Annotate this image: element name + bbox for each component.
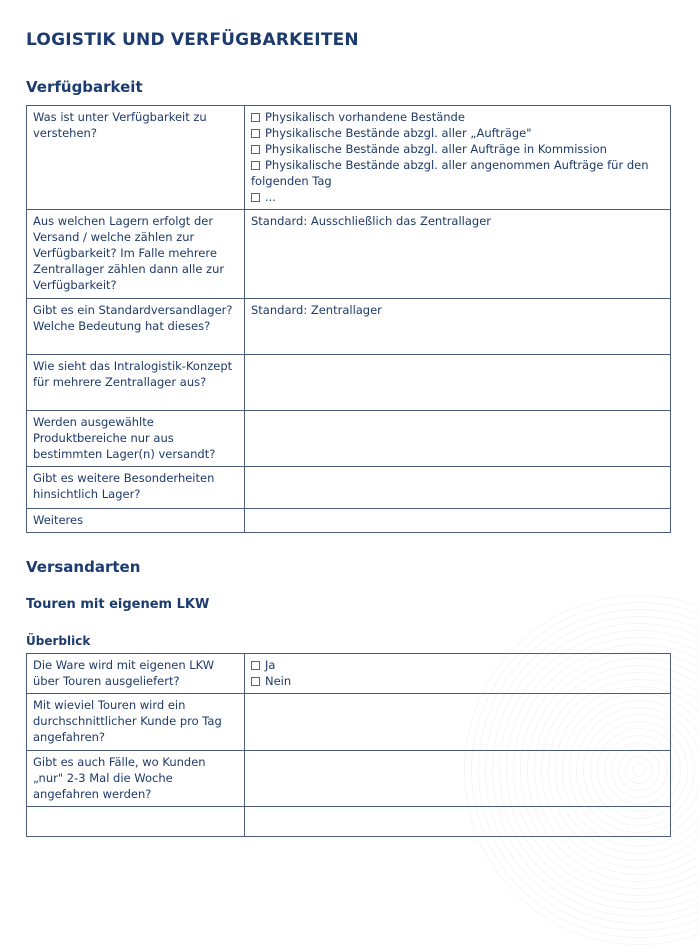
question-cell: Gibt es ein Standardversandlager? Welche Bedeutung hat dieses? [27, 299, 245, 355]
option-item[interactable]: Physikalische Bestände abzgl. aller Aufträge in Kommission [251, 141, 664, 157]
option-item[interactable]: ... [251, 189, 664, 205]
table-row [27, 654, 671, 694]
table-row [27, 467, 671, 509]
subsection-heading-touren: Touren mit eigenem LKW [26, 597, 210, 612]
table-row [27, 106, 671, 210]
table-row [27, 411, 671, 467]
question-cell: Mit wieviel Touren wird ein durchschnittlicher Kunde pro Tag angefahren? [27, 694, 245, 751]
answer-cell [245, 106, 671, 210]
table-row [27, 807, 671, 837]
table-row [27, 694, 671, 751]
answer-cell[interactable]: Standard: Zentrallager [245, 299, 671, 355]
section-heading-verfuegbarkeit: Verfügbarkeit [26, 78, 143, 96]
answer-cell[interactable] [245, 807, 671, 837]
question-cell: Weiteres [27, 509, 245, 533]
checkbox-icon[interactable] [251, 661, 260, 670]
checkbox-icon[interactable] [251, 193, 260, 202]
page-title: LOGISTIK UND VERFÜGBARKEITEN [26, 30, 359, 50]
question-cell: Gibt es auch Fälle, wo Kunden „nur" 2-3 Mal die Woche angefahren werden? [27, 751, 245, 807]
table-row [27, 210, 671, 299]
answer-cell[interactable] [245, 509, 671, 533]
option-nein[interactable]: Nein [251, 673, 664, 689]
option-item[interactable]: Physikalische Bestände abzgl. aller „Aufträge" [251, 125, 664, 141]
question-cell: Wie sieht das Intralogistik-Konzept für mehrere Zentrallager aus? [27, 355, 245, 411]
table-row [27, 751, 671, 807]
answer-cell[interactable]: Standard: Ausschließlich das Zentrallager [245, 210, 671, 299]
question-cell: Was ist unter Verfügbarkeit zu verstehen? [27, 106, 245, 210]
question-cell: Die Ware wird mit eigenen LKW über Touren ausgeliefert? [27, 654, 245, 694]
question-cell: Gibt es weitere Besonderheiten hinsichtlich Lager? [27, 467, 245, 509]
answer-cell[interactable] [245, 355, 671, 411]
availability-table [26, 105, 671, 533]
checkbox-icon[interactable] [251, 145, 260, 154]
answer-cell[interactable] [245, 467, 671, 509]
checkbox-icon[interactable] [251, 113, 260, 122]
checkbox-icon[interactable] [251, 161, 260, 170]
shipping-tours-table [26, 653, 671, 837]
table-row [27, 355, 671, 411]
option-item[interactable]: Physikalisch vorhandene Bestände [251, 109, 664, 125]
answer-cell[interactable] [245, 751, 671, 807]
question-cell: Werden ausgewählte Produktbereiche nur aus bestimmten Lager(n) versandt? [27, 411, 245, 467]
answer-cell[interactable] [245, 411, 671, 467]
table-row [27, 509, 671, 533]
checkbox-icon[interactable] [251, 129, 260, 138]
option-item[interactable]: Physikalische Bestände abzgl. aller angenommen Aufträge für den folgenden Tag [251, 158, 649, 188]
subsection-heading-ueberblick: Überblick [26, 634, 91, 648]
section-heading-versandarten: Versandarten [26, 558, 141, 576]
answer-cell [245, 654, 671, 694]
answer-cell[interactable] [245, 694, 671, 751]
question-cell [27, 807, 245, 837]
option-ja[interactable]: Ja [251, 657, 664, 673]
question-cell: Aus welchen Lagern erfolgt der Versand / welche zählen zur Verfügbarkeit? Im Falle mehrere Zentrallager zählen dann alle zur Verfügbarkeit? [27, 210, 245, 299]
checkbox-icon[interactable] [251, 677, 260, 686]
table-row [27, 299, 671, 355]
